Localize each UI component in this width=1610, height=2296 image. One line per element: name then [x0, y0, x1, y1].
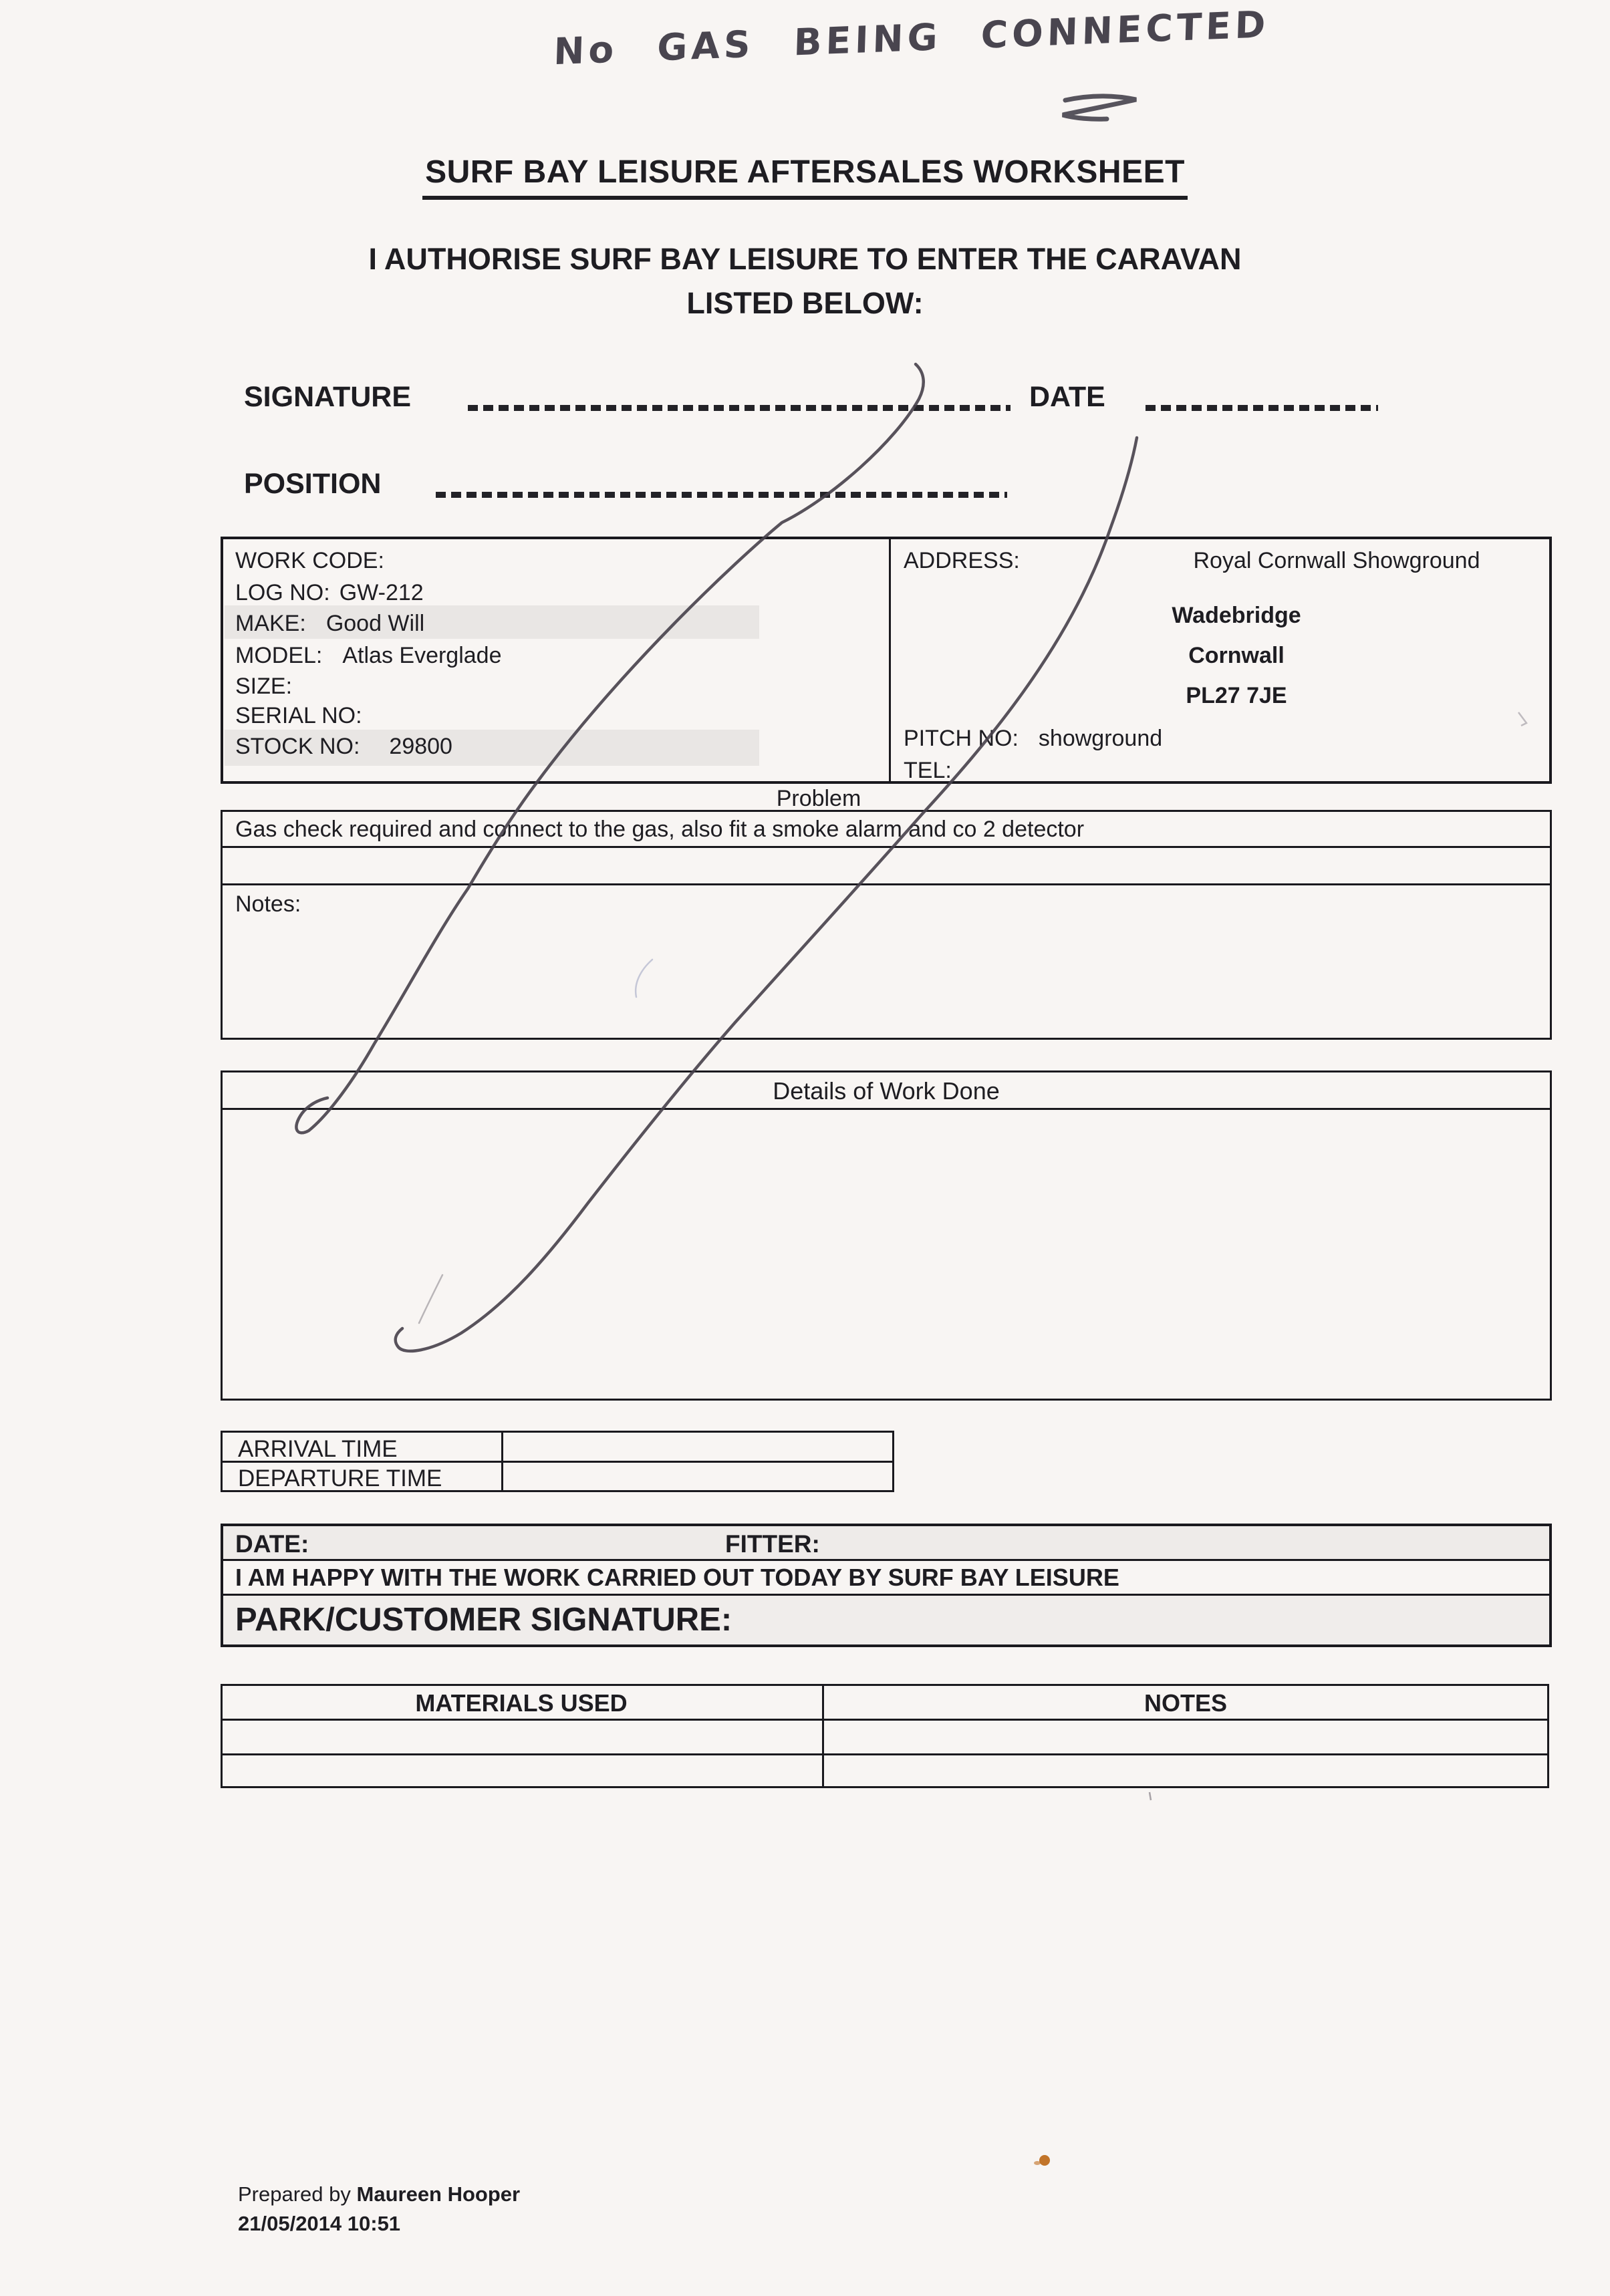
problem-box-line: [221, 883, 1552, 885]
orange-spot: [1039, 2155, 1050, 2166]
pitch-no-value: showground: [1038, 726, 1163, 751]
field-make: [235, 611, 424, 637]
happy-statement: I AM HAPPY WITH THE WORK CARRIED OUT TODAY BY SURF BAY LEISURE: [235, 1564, 1119, 1591]
signoff-line: [221, 1559, 1552, 1561]
problem-box: [221, 810, 1552, 1040]
make-value: Good Will: [325, 611, 425, 636]
size-label: SIZE:: [235, 674, 293, 699]
problem-text: Gas check required and connect to the gas, also fit a smoke alarm and co 2 detector: [235, 817, 1085, 842]
date-line: [1146, 405, 1378, 411]
materials-used-header: MATERIALS USED: [415, 1689, 628, 1717]
address-line-1: Royal Cornwall Showground: [1193, 548, 1480, 573]
work-done-box: [221, 1070, 1552, 1401]
materials-table-line: [221, 1719, 1549, 1721]
stock-no-label: STOCK NO:: [235, 734, 360, 759]
title-wrap: [0, 154, 1610, 200]
log-no-label: LOG NO:: [235, 580, 330, 605]
position-line: [436, 492, 1007, 498]
field-stock-no: [235, 734, 452, 760]
departure-time-label: DEPARTURE TIME: [238, 1465, 442, 1491]
date-label: DATE: [1029, 381, 1105, 413]
pitch-no-label: PITCH NO:: [904, 726, 1019, 751]
signoff-line: [221, 1594, 1552, 1596]
signoff-date-label: DATE:: [235, 1530, 309, 1558]
problem-box-line: [221, 846, 1552, 848]
field-serial-no: [235, 703, 362, 729]
work-done-header: Details of Work Done: [773, 1077, 1000, 1105]
caravan-address-divider: [889, 537, 891, 784]
authorise-line-1: I AUTHORISE SURF BAY LEISURE TO ENTER THE CARAVAN: [368, 242, 1242, 276]
authorise-line-2: LISTED BELOW:: [686, 286, 924, 320]
park-customer-signature-label: PARK/CUSTOMER SIGNATURE:: [235, 1602, 732, 1638]
work-done-header-line: [221, 1108, 1552, 1110]
fitter-label: FITTER:: [725, 1530, 820, 1558]
field-size: [235, 674, 292, 700]
time-table-divider: [501, 1431, 503, 1492]
prepared-by-line: [238, 2182, 520, 2206]
materials-table-line: [221, 1753, 1549, 1755]
address-line-3: Cornwall: [1188, 643, 1285, 668]
address-line-2: Wadebridge: [1172, 603, 1301, 628]
arrival-time-label: ARRIVAL TIME: [238, 1436, 398, 1462]
handwritten-note: No GAS BEING CONNECTED: [553, 3, 1270, 74]
address-line-4: PL27 7JE: [1186, 683, 1287, 708]
materials-notes-header: NOTES: [1144, 1689, 1227, 1717]
page-title: SURF BAY LEISURE AFTERSALES WORKSHEET: [422, 154, 1188, 200]
serial-no-label: SERIAL NO:: [235, 703, 362, 728]
field-model: [235, 643, 502, 669]
field-pitch-no: [904, 726, 1162, 752]
notes-label: Notes:: [235, 891, 301, 917]
signature-line: [468, 405, 1011, 411]
position-label: POSITION: [244, 468, 382, 500]
model-value: Atlas Everglade: [342, 643, 502, 668]
work-code-label: WORK CODE:: [235, 548, 384, 573]
model-label: MODEL:: [235, 643, 323, 668]
field-work-code: [235, 548, 384, 574]
field-log-no: [235, 580, 424, 606]
problem-header: Problem: [776, 786, 861, 811]
handwriting-underline-squiggle: [1063, 96, 1136, 119]
stock-no-value: 29800: [389, 734, 452, 759]
orange-spot-tail: [1034, 2161, 1041, 2165]
prepared-datetime: 21/05/2014 10:51: [238, 2212, 401, 2235]
tel-label: TEL:: [904, 758, 952, 783]
prepared-by-name: Maureen Hooper: [356, 2182, 521, 2206]
make-label: MAKE:: [235, 611, 306, 636]
address-label: ADDRESS:: [904, 548, 1020, 573]
small-scan-speck: [1150, 1792, 1151, 1800]
prepared-by-label: Prepared by: [238, 2182, 351, 2206]
signature-label: SIGNATURE: [244, 381, 412, 413]
log-no-value: GW-212: [339, 580, 424, 605]
